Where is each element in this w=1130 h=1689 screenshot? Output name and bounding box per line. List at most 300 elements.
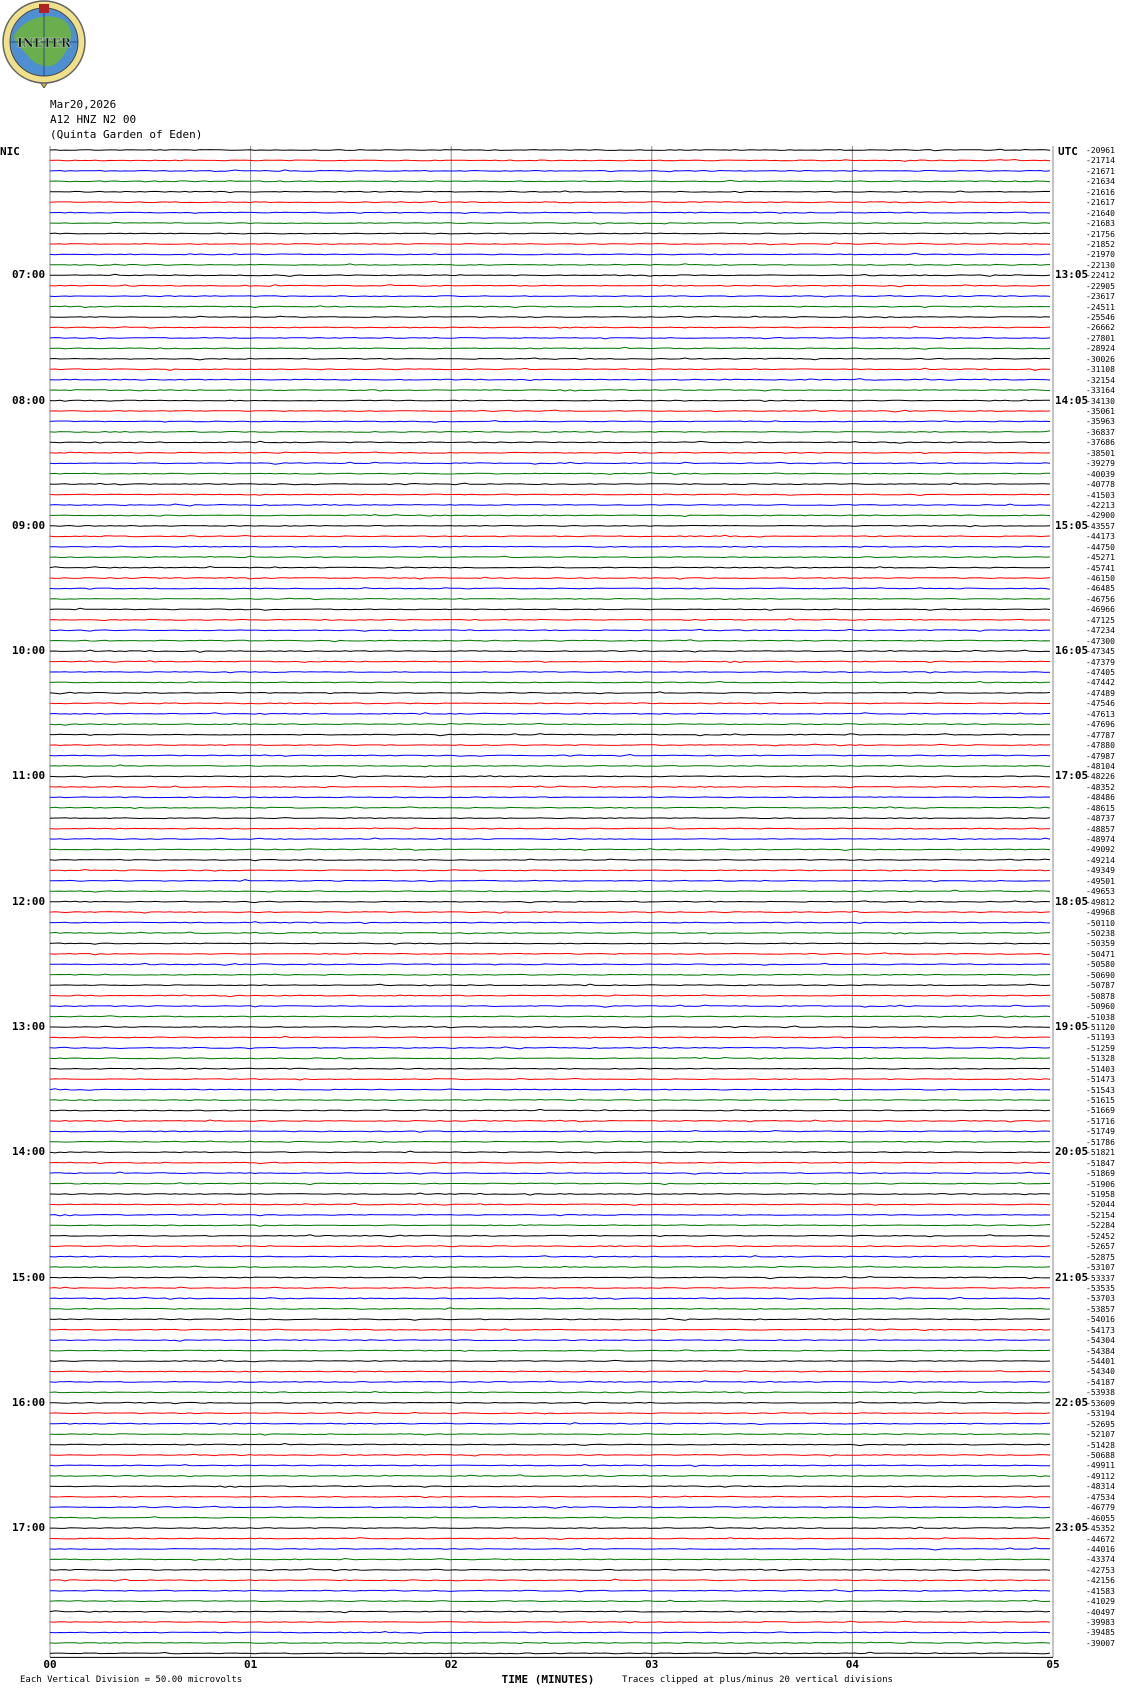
seismogram-trace xyxy=(50,1183,1050,1185)
trace-offset-value: -36837 xyxy=(1086,427,1115,437)
seismogram-trace xyxy=(50,535,1050,537)
trace-offset-value: -45352 xyxy=(1086,1524,1115,1534)
seismogram-trace xyxy=(50,191,1050,193)
seismogram-trace xyxy=(50,1412,1050,1414)
trace-offset-value: -50359 xyxy=(1086,939,1115,949)
seismogram-trace xyxy=(50,1548,1050,1550)
trace-offset-value: -50471 xyxy=(1086,949,1115,959)
trace-offset-value: -46779 xyxy=(1086,1503,1115,1513)
seismogram-trace xyxy=(50,1486,1050,1487)
left-hour-label: 11:00 xyxy=(12,769,46,783)
left-hour-label: 14:00 xyxy=(12,1145,46,1159)
seismogram-trace xyxy=(50,901,1050,903)
seismogram-trace xyxy=(50,1632,1050,1634)
trace-offset-value: -24511 xyxy=(1086,302,1115,312)
trace-offset-value: -50787 xyxy=(1086,981,1115,991)
seismogram-trace xyxy=(50,180,1050,182)
trace-offset-value: -26662 xyxy=(1086,323,1115,333)
trace-offset-value: -21634 xyxy=(1086,177,1115,187)
trace-offset-value: -48226 xyxy=(1086,772,1115,782)
seismogram-trace xyxy=(50,1224,1050,1226)
trace-offset-value: -21640 xyxy=(1086,208,1115,218)
x-tick-label: 05 xyxy=(1046,1658,1060,1671)
seismogram-trace xyxy=(50,1235,1050,1237)
seismogram-trace xyxy=(50,1434,1050,1435)
seismogram-trace xyxy=(50,274,1050,276)
trace-offset-value: -49968 xyxy=(1086,908,1115,918)
trace-offset-value: -39279 xyxy=(1086,459,1115,469)
seismogram-trace xyxy=(50,1099,1050,1101)
trace-offset-value: -35963 xyxy=(1086,417,1115,427)
seismogram-trace xyxy=(50,1277,1050,1279)
trace-offset-value: -21683 xyxy=(1086,219,1115,229)
seismogram-trace xyxy=(50,890,1050,892)
seismogram-trace xyxy=(50,1005,1050,1007)
trace-offset-value: -53703 xyxy=(1086,1294,1115,1304)
seismogram-trace xyxy=(50,1047,1050,1049)
trace-offset-value: -32154 xyxy=(1086,375,1115,385)
trace-offset-value: -42156 xyxy=(1086,1576,1115,1586)
trace-offset-value: -53194 xyxy=(1086,1409,1115,1419)
station-location: (Quinta Garden of Eden) xyxy=(50,128,203,141)
right-hour-label: 15:05 xyxy=(1055,518,1089,532)
trace-offset-value: -31108 xyxy=(1086,365,1115,375)
seismogram-trace xyxy=(50,1058,1050,1060)
trace-offset-value: -40497 xyxy=(1086,1607,1115,1617)
x-tick-label: 01 xyxy=(243,1658,258,1671)
seismogram-trace xyxy=(50,400,1050,402)
seismogram-trace xyxy=(50,619,1050,621)
seismogram-trace xyxy=(50,1642,1050,1643)
trace-offset-value: -50878 xyxy=(1086,991,1115,1001)
seismogram-trace xyxy=(50,776,1050,778)
seismogram-trace xyxy=(50,441,1050,443)
trace-offset-value: -39983 xyxy=(1086,1618,1115,1628)
trace-offset-value: -48352 xyxy=(1086,782,1115,792)
trace-offset-value: -51669 xyxy=(1086,1106,1115,1116)
trace-offset-value: -48486 xyxy=(1086,793,1115,803)
x-tick-label: 04 xyxy=(845,1658,860,1671)
trace-offset-value: -47405 xyxy=(1086,668,1115,677)
seismogram-trace xyxy=(50,1141,1050,1143)
seismogram-trace xyxy=(50,734,1050,736)
trace-offset-value: -21852 xyxy=(1086,239,1115,249)
x-tick-label: 02 xyxy=(444,1658,458,1671)
trace-offset-value: -50110 xyxy=(1086,918,1115,928)
trace-offset-value: -38501 xyxy=(1086,448,1115,458)
seismogram-trace xyxy=(50,1465,1050,1467)
trace-offset-value: -54173 xyxy=(1086,1325,1115,1335)
trace-offset-value: -51428 xyxy=(1086,1440,1115,1450)
x-axis-title: TIME (MINUTES) xyxy=(501,1673,595,1686)
right-hour-label: 21:05 xyxy=(1055,1270,1089,1284)
trace-offset-value: -51403 xyxy=(1086,1064,1115,1074)
trace-offset-value: -42900 xyxy=(1086,511,1115,521)
seismogram-trace xyxy=(50,1423,1050,1425)
trace-offset-value: -35061 xyxy=(1086,407,1115,416)
x-tick-label: 00 xyxy=(43,1658,57,1671)
seismogram-trace xyxy=(50,807,1050,809)
trace-offset-value: -49214 xyxy=(1086,855,1115,865)
seismogram-trace xyxy=(50,1172,1050,1174)
left-hour-label: 12:00 xyxy=(12,894,46,908)
seismogram-trace xyxy=(50,922,1050,924)
trace-offset-value: -48314 xyxy=(1086,1482,1115,1492)
seismogram-trace xyxy=(50,149,1050,151)
trace-offset-value: -39485 xyxy=(1086,1628,1115,1638)
seismogram-trace xyxy=(50,744,1050,746)
trace-offset-value: -51749 xyxy=(1086,1127,1115,1137)
trace-offset-value: -52284 xyxy=(1086,1221,1115,1231)
trace-offset-value: -49911 xyxy=(1086,1461,1115,1471)
seismogram-trace xyxy=(50,296,1050,298)
trace-offset-value: -42213 xyxy=(1086,500,1115,510)
trace-offset-value: -21616 xyxy=(1086,187,1115,197)
seismogram-trace xyxy=(50,483,1050,485)
trace-offset-value: -52154 xyxy=(1086,1210,1115,1220)
trace-offset-value: -54016 xyxy=(1086,1315,1115,1325)
trace-offset-value: -49653 xyxy=(1086,887,1115,897)
seismogram-trace xyxy=(50,515,1050,517)
seismogram-trace xyxy=(50,1131,1050,1133)
trace-offset-value: -51847 xyxy=(1086,1158,1115,1168)
seismogram-trace xyxy=(50,1162,1050,1163)
left-hour-label: 17:00 xyxy=(12,1521,46,1535)
right-hour-label: 14:05 xyxy=(1055,393,1089,407)
seismogram-trace xyxy=(50,713,1050,715)
seismogram-trace xyxy=(50,703,1050,704)
seismogram-trace xyxy=(50,598,1050,599)
trace-offset-value: -53609 xyxy=(1086,1398,1115,1408)
trace-offset-value: -47442 xyxy=(1086,678,1115,688)
seismogram-trace xyxy=(50,1193,1050,1195)
seismogram-trace xyxy=(50,1256,1050,1258)
left-timezone-label: NIC xyxy=(0,145,20,158)
seismogram-trace xyxy=(50,170,1050,172)
trace-offset-value: -51821 xyxy=(1086,1148,1115,1158)
trace-offset-value: -21756 xyxy=(1086,229,1115,239)
trace-offset-value: -50238 xyxy=(1086,929,1115,938)
seismogram-trace xyxy=(50,1297,1050,1299)
seismogram-trace xyxy=(50,358,1050,360)
trace-offset-value: -50688 xyxy=(1086,1451,1115,1460)
trace-offset-value: -21671 xyxy=(1086,166,1115,176)
seismogram-trace xyxy=(50,828,1050,829)
seismogram-trace xyxy=(50,431,1050,432)
seismogram-trace xyxy=(50,588,1050,590)
trace-offset-value: -50580 xyxy=(1086,960,1115,970)
trace-offset-value: -54187 xyxy=(1086,1377,1115,1387)
seismogram-trace xyxy=(50,963,1050,965)
trace-offset-value: -28924 xyxy=(1086,344,1115,354)
trace-offset-value: -40039 xyxy=(1086,469,1115,479)
right-hour-label: 18:05 xyxy=(1055,894,1089,908)
seismogram-trace xyxy=(50,1215,1050,1216)
seismogram-trace xyxy=(50,1340,1050,1341)
left-hour-label: 07:00 xyxy=(12,268,46,282)
trace-offset-value: -51473 xyxy=(1086,1075,1115,1085)
trace-offset-value: -51193 xyxy=(1086,1033,1115,1043)
trace-offset-value: -47125 xyxy=(1086,615,1115,625)
trace-offset-value: -52657 xyxy=(1086,1242,1115,1252)
seismogram-trace xyxy=(50,1496,1050,1498)
seismogram-trace xyxy=(50,233,1050,234)
trace-offset-value: -47613 xyxy=(1086,709,1115,719)
seismogram-trace xyxy=(50,1392,1050,1394)
trace-offset-value: -47345 xyxy=(1086,647,1115,657)
trace-offset-value: -49812 xyxy=(1086,897,1115,907)
seismogram-trace xyxy=(50,1444,1050,1446)
seismogram-trace xyxy=(50,473,1050,475)
seismogram-trace xyxy=(50,682,1050,684)
seismogram-trace xyxy=(50,253,1050,255)
trace-offset-value: -51038 xyxy=(1086,1012,1115,1022)
trace-offset-value: -46150 xyxy=(1086,574,1115,584)
seismogram-trace xyxy=(50,326,1050,328)
seismogram-trace xyxy=(50,859,1050,861)
seismogram-trace xyxy=(50,1308,1050,1310)
seismogram-trace xyxy=(50,943,1050,944)
trace-offset-value: -53857 xyxy=(1086,1304,1115,1314)
trace-offset-value: -21714 xyxy=(1086,156,1115,166)
trace-offset-value: -43557 xyxy=(1086,521,1115,531)
seismogram-trace xyxy=(50,1590,1050,1592)
trace-offset-value: -41503 xyxy=(1086,490,1115,500)
seismogram-trace xyxy=(50,1569,1050,1571)
seismogram-trace xyxy=(50,797,1050,798)
trace-offset-value: -51615 xyxy=(1086,1096,1115,1106)
trace-offset-value: -53938 xyxy=(1086,1388,1115,1398)
trace-offset-value: -45741 xyxy=(1086,563,1115,573)
seismogram-trace xyxy=(50,338,1050,339)
trace-offset-value: -43374 xyxy=(1086,1555,1115,1565)
trace-offset-value: -21617 xyxy=(1086,198,1115,208)
trace-offset-value: -51906 xyxy=(1086,1179,1115,1189)
trace-offset-value: -52875 xyxy=(1086,1252,1115,1262)
seismogram-trace xyxy=(50,1381,1050,1383)
seismogram-trace xyxy=(50,243,1050,245)
seismogram-trace xyxy=(50,1506,1050,1508)
trace-offset-value: -50690 xyxy=(1086,970,1115,980)
right-hour-label: 20:05 xyxy=(1055,1145,1089,1159)
trace-offset-value: -47546 xyxy=(1086,699,1115,709)
right-hour-label: 23:05 xyxy=(1055,1521,1089,1535)
trace-offset-value: -22412 xyxy=(1086,271,1115,281)
trace-offset-value: -47300 xyxy=(1086,636,1115,646)
seismogram-trace xyxy=(50,556,1050,557)
left-hour-label: 15:00 xyxy=(12,1270,46,1284)
clip-note: Traces clipped at plus/minus 20 vertical divisions xyxy=(622,1675,893,1685)
trace-offset-value: -51958 xyxy=(1086,1190,1115,1199)
seismogram-trace xyxy=(50,504,1050,506)
left-hour-label: 08:00 xyxy=(12,393,46,407)
seismogram-trace xyxy=(50,567,1050,569)
trace-offset-value: -49112 xyxy=(1086,1471,1115,1481)
trace-offset-value: -51328 xyxy=(1086,1054,1115,1064)
seismogram-trace xyxy=(50,995,1050,997)
trace-offset-value: -47987 xyxy=(1086,751,1115,761)
seismogram-trace xyxy=(50,608,1050,610)
trace-offset-value: -54401 xyxy=(1086,1357,1115,1367)
trace-offset-value: -44016 xyxy=(1086,1544,1115,1554)
seismogram-trace xyxy=(50,577,1050,579)
seismogram-trace xyxy=(50,379,1050,381)
seismogram-trace xyxy=(50,1579,1050,1581)
seismogram-trace xyxy=(50,629,1050,631)
seismogram-trace xyxy=(50,818,1050,819)
logo-text: INETER xyxy=(17,36,71,50)
trace-offset-value: -51786 xyxy=(1086,1137,1115,1147)
seismogram-trace xyxy=(50,661,1050,663)
trace-offset-value: -22130 xyxy=(1086,260,1115,270)
seismogram-trace xyxy=(50,1016,1050,1018)
seismogram-trace xyxy=(50,526,1050,527)
seismogram-trace xyxy=(50,1600,1050,1602)
seismogram-trace xyxy=(50,1454,1050,1456)
trace-offset-value: -20961 xyxy=(1086,146,1115,155)
seismogram-trace xyxy=(50,974,1050,975)
seismogram-trace xyxy=(50,870,1050,872)
trace-offset-value: -54304 xyxy=(1086,1336,1115,1346)
seismogram-trace xyxy=(50,1287,1050,1288)
trace-offset-value: -53535 xyxy=(1086,1283,1115,1293)
trace-offset-value: -52107 xyxy=(1086,1430,1115,1440)
seismogram-trace xyxy=(50,1559,1050,1561)
trace-offset-value: -46055 xyxy=(1086,1513,1115,1523)
seismogram-trace xyxy=(50,462,1050,464)
trace-offset-value: -45271 xyxy=(1086,553,1115,563)
trace-offset-value: -54384 xyxy=(1086,1346,1115,1356)
left-hour-label: 16:00 xyxy=(12,1395,46,1409)
right-hour-label: 22:05 xyxy=(1055,1395,1089,1409)
left-hour-label: 09:00 xyxy=(12,518,46,532)
seismogram-trace xyxy=(50,1266,1050,1268)
trace-offset-value: -41029 xyxy=(1086,1597,1115,1607)
seismogram-trace xyxy=(50,932,1050,934)
trace-offset-value: -49501 xyxy=(1086,876,1115,886)
trace-offset-value: -22905 xyxy=(1086,281,1115,291)
trace-offset-value: -46756 xyxy=(1086,594,1115,604)
seismogram-trace xyxy=(50,849,1050,851)
seismogram-trace xyxy=(50,1329,1050,1331)
trace-offset-value: -48737 xyxy=(1086,814,1115,824)
seismogram-trace xyxy=(50,765,1050,767)
trace-offset-value: -49092 xyxy=(1086,845,1115,855)
seismogram-trace xyxy=(50,201,1050,203)
scale-note: Each Vertical Division = 50.00 microvolts xyxy=(20,1675,243,1685)
trace-offset-value: -42753 xyxy=(1086,1565,1115,1575)
seismogram-trace xyxy=(50,410,1050,412)
left-hour-label: 13:00 xyxy=(12,1019,46,1033)
seismogram-trace xyxy=(50,494,1050,496)
seismogram-trace xyxy=(50,1036,1050,1038)
right-hour-label: 13:05 xyxy=(1055,268,1089,282)
trace-offset-value: -47489 xyxy=(1086,688,1115,698)
seismogram-trace xyxy=(50,264,1050,266)
seismogram-trace xyxy=(50,1078,1050,1080)
trace-offset-value: -27801 xyxy=(1086,333,1115,343)
seismogram-trace xyxy=(50,1621,1050,1623)
seismogram-trace xyxy=(50,1475,1050,1477)
trace-offset-value: -50960 xyxy=(1086,1002,1115,1012)
seismogram-trace xyxy=(50,1402,1050,1404)
seismogram-trace xyxy=(50,1652,1050,1653)
trace-offset-value: -49349 xyxy=(1086,866,1115,876)
trace-offset-value: -47696 xyxy=(1086,720,1115,730)
station-code: A12 HNZ N2 00 xyxy=(50,113,137,126)
left-hour-label: 10:00 xyxy=(12,644,46,658)
seismogram-trace xyxy=(50,1151,1050,1153)
seismogram-trace xyxy=(50,212,1050,213)
trace-offset-value: -37686 xyxy=(1086,438,1115,448)
trace-offset-value: -44672 xyxy=(1086,1534,1115,1544)
seismogram-trace xyxy=(50,1538,1050,1540)
trace-offset-value: -54340 xyxy=(1086,1367,1115,1377)
seismogram-trace xyxy=(50,160,1050,162)
trace-offset-value: -46966 xyxy=(1086,605,1115,615)
seismogram-trace xyxy=(50,1350,1050,1352)
seismogram-trace xyxy=(50,1318,1050,1320)
seismogram-trace xyxy=(50,1120,1050,1122)
seismogram-trace xyxy=(50,672,1050,673)
trace-offset-value: -48857 xyxy=(1086,824,1115,834)
trace-offset-value: -51716 xyxy=(1086,1116,1115,1126)
trace-offset-value: -52044 xyxy=(1086,1200,1115,1210)
trace-offset-value: -51543 xyxy=(1086,1085,1115,1095)
seismogram-trace xyxy=(50,1203,1050,1205)
trace-offset-value: -53107 xyxy=(1086,1263,1115,1273)
trace-offset-value: -53337 xyxy=(1086,1273,1115,1283)
trace-offset-value: -48615 xyxy=(1086,803,1115,813)
trace-offset-value: -30026 xyxy=(1086,354,1115,364)
seismogram-trace xyxy=(50,347,1050,349)
seismogram-trace xyxy=(50,911,1050,913)
trace-offset-value: -52695 xyxy=(1086,1419,1115,1429)
seismogram-trace xyxy=(50,880,1050,882)
x-tick-label: 03 xyxy=(645,1658,659,1671)
seismogram-trace xyxy=(50,723,1050,725)
trace-offset-value: -23617 xyxy=(1086,292,1115,302)
seismogram-trace xyxy=(50,452,1050,454)
seismogram-trace xyxy=(50,546,1050,547)
seismogram-trace xyxy=(50,368,1050,370)
seismogram-trace xyxy=(50,755,1050,757)
right-hour-label: 17:05 xyxy=(1055,769,1089,783)
seismogram-trace xyxy=(50,285,1050,287)
seismogram-trace xyxy=(50,650,1050,652)
seismogram-trace xyxy=(50,1517,1050,1519)
seismogram-trace xyxy=(50,786,1050,788)
trace-offset-value: -51120 xyxy=(1086,1022,1115,1032)
trace-offset-value: -51259 xyxy=(1086,1043,1115,1053)
right-hour-label: 16:05 xyxy=(1055,644,1089,658)
trace-offset-value: -46485 xyxy=(1086,584,1115,594)
seismogram-trace xyxy=(50,1246,1050,1247)
seismogram-trace xyxy=(50,1371,1050,1373)
seismogram-trace xyxy=(50,953,1050,955)
seismogram-trace xyxy=(50,692,1050,694)
record-date: Mar20,2026 xyxy=(50,98,117,111)
trace-offset-value: -52452 xyxy=(1086,1231,1115,1241)
seismogram-trace xyxy=(50,306,1050,308)
seismogram-trace xyxy=(50,1611,1050,1613)
trace-offset-value: -47379 xyxy=(1086,657,1115,667)
seismogram-trace xyxy=(50,316,1050,318)
seismogram-trace xyxy=(50,1026,1050,1028)
trace-offset-value: -48104 xyxy=(1086,761,1115,771)
trace-offset-value: -47534 xyxy=(1086,1492,1115,1502)
seismogram-trace xyxy=(50,838,1050,840)
